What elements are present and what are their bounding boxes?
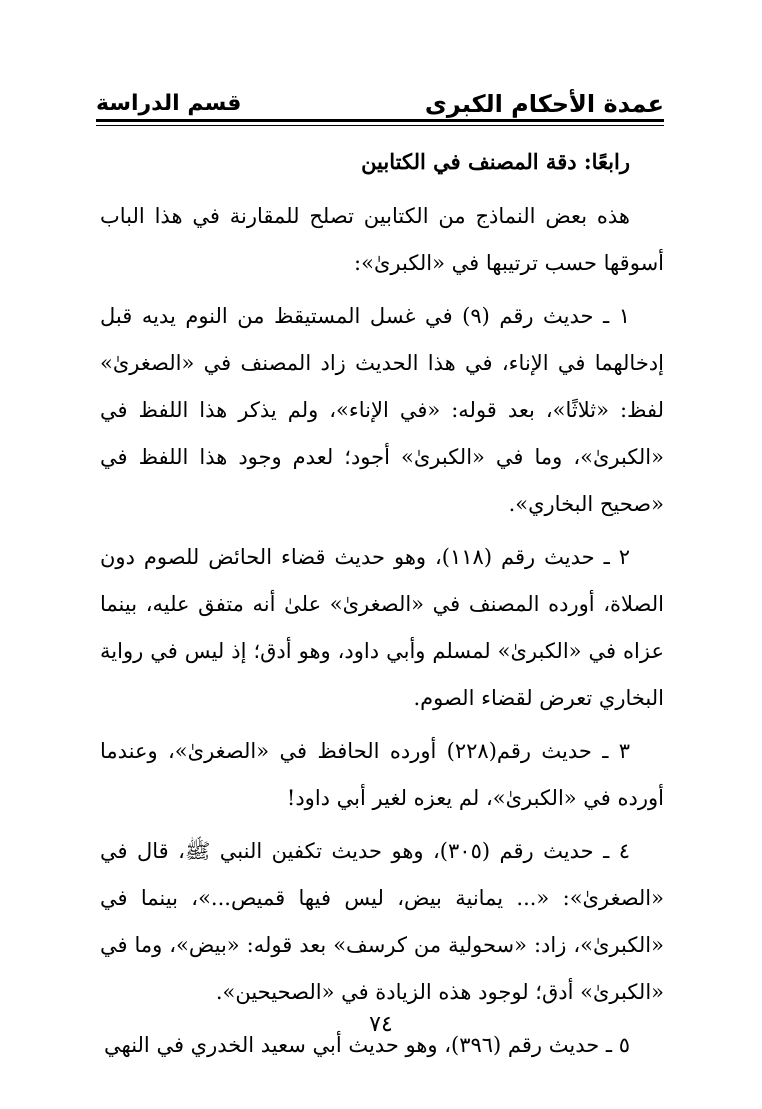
header-section-title: قسم الدراسة: [96, 91, 242, 116]
paragraph-item-3: ٣ ـ حديث رقم(٢٢٨) أورده الحافظ في «الصغرىٰ»، وعندما أورده في «الكبرىٰ»، لم يعزه لغير أبي داود!: [100, 739, 664, 810]
header-rule-thin: [96, 125, 664, 126]
paragraph-item-1: ١ ـ حديث رقم (٩) في غسل المستيقظ من النوم يديه قبل إدخالهما في الإناء، في هذا الحديث زاد المصنف في «الصغرىٰ» لفظ: «ثلاثًا»، بعد قوله: «في الإناء»، ولم يذكر هذا اللفظ في «الكبرىٰ»، وما في «الكبرىٰ» أجود؛ لعدم وجود هذا اللفظ في «صحيح البخاري».: [100, 304, 664, 516]
paragraph-item-2: ٢ ـ حديث رقم (١١٨)، وهو حديث قضاء الحائض للصوم دون الصلاة، أورده المصنف في «الصغرىٰ» علىٰ أنه متفق عليه، بينما عزاه في «الكبرىٰ» لمسلم وأبي داود، وهو أدق؛ إذ ليس في رواية البخاري تعرض لقضاء الصوم.: [100, 545, 664, 710]
page-body: [100, 138, 664, 1075]
section-heading: رابعًا: دقة المصنف في الكتابين: [361, 149, 630, 174]
paragraph-intro: هذه بعض النماذج من الكتابين تصلح للمقارنة في هذا الباب أسوقها حسب ترتيبها في «الكبرىٰ»:: [100, 204, 664, 275]
paragraph-item-4: ٤ ـ حديث رقم (٣٠٥)، وهو حديث تكفين النبي ﷺ، قال في «الصغرىٰ»: «... يمانية بيض، ليس فيها قميص...»، بينما في «الكبرىٰ»، زاد: «سحولية من كرسف» بعد قوله: «بيض»، وما في «الكبرىٰ» أدق؛ لوجود هذه الزيادة في «الصحيحين».: [100, 839, 664, 1004]
paragraph-item-5: ٥ ـ حديث رقم (٣٩٦)، وهو حديث أبي سعيد الخدري في النهي: [104, 1033, 630, 1057]
running-header: [96, 82, 664, 122]
header-book-title: عمدة الأحكام الكبرى: [424, 90, 664, 118]
page-number: ٧٤: [369, 1012, 393, 1037]
header-rule-thick: [96, 119, 664, 122]
